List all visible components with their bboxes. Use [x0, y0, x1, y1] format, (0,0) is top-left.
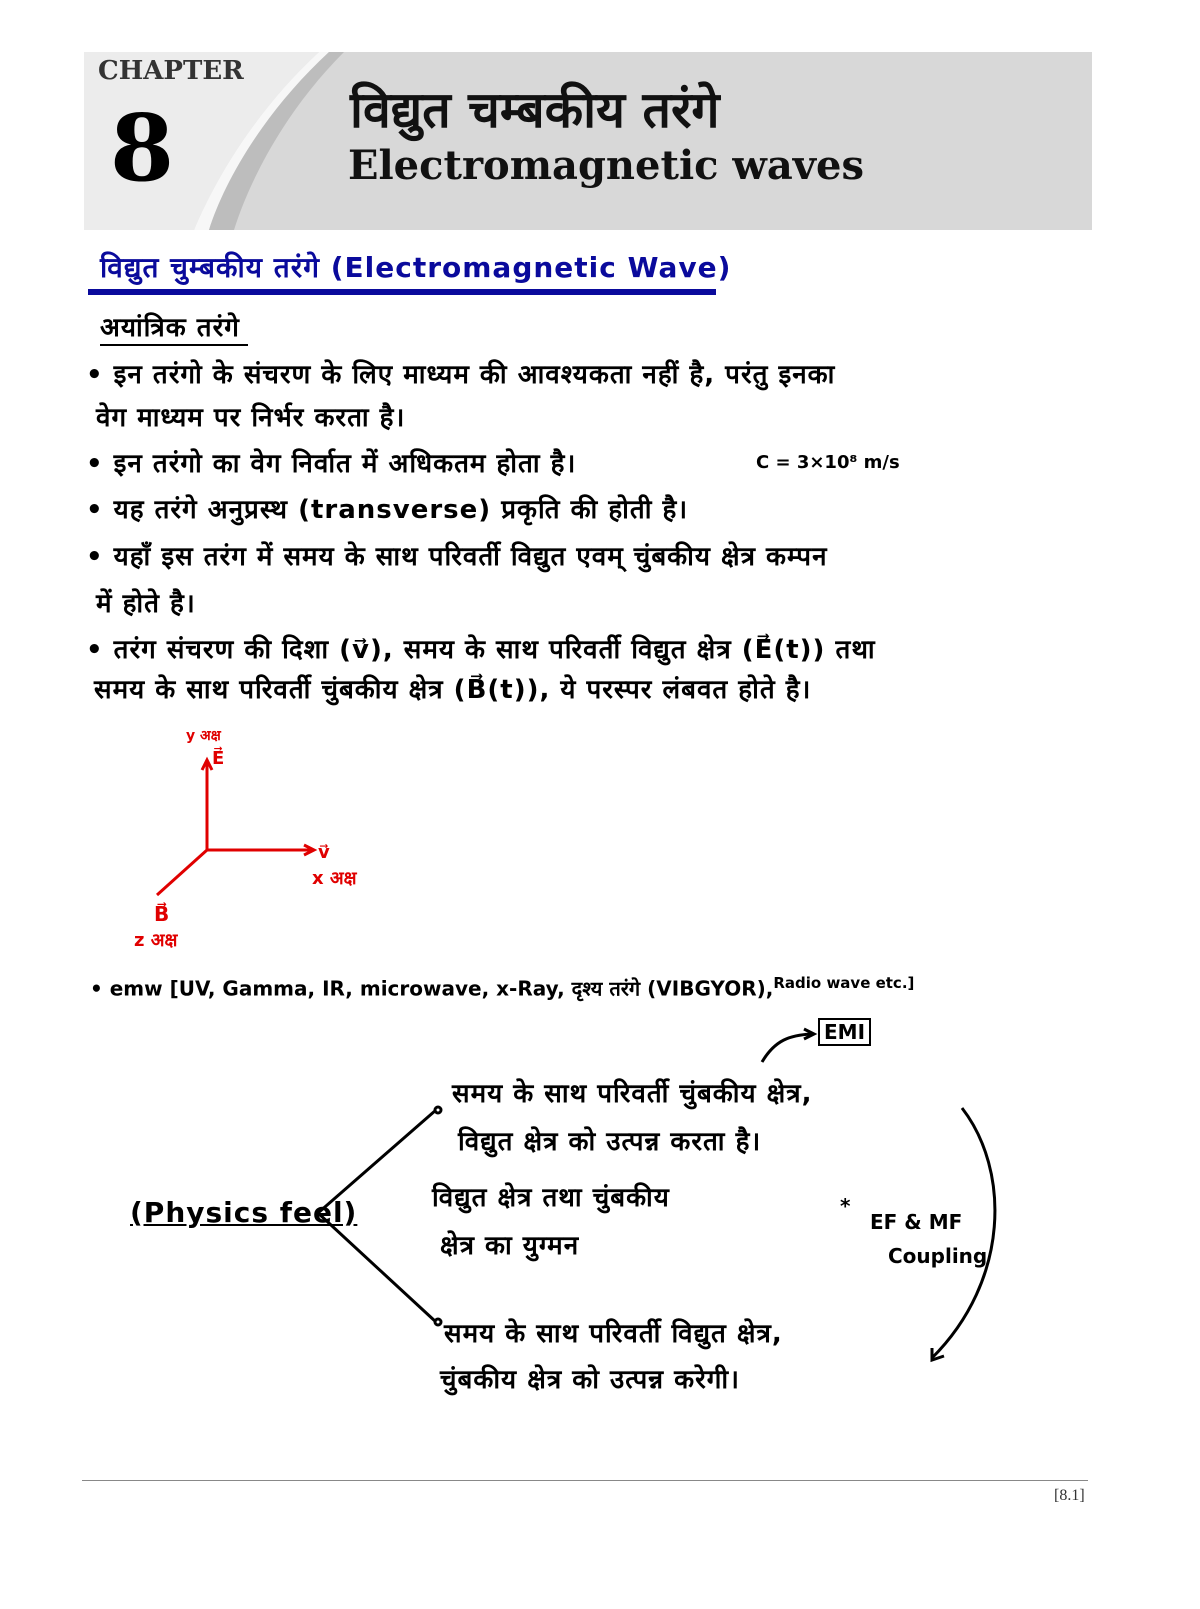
branch-middle-line-1: विद्युत क्षेत्र तथा चुंबकीय: [432, 1183, 670, 1213]
bullet-5-line-1: • तरंग संचरण की दिशा (v⃗), समय के साथ परिवर्ती विद्युत क्षेत्र (E⃗(t)) तथा: [86, 635, 876, 665]
emi-box: EMI: [818, 1018, 871, 1046]
coupling-line-1: EF & MF: [870, 1210, 963, 1234]
chapter-number: 8: [110, 94, 175, 202]
bullet-1-line-1: • इन तरंगो के संचरण के लिए माध्यम की आवश्यकता नहीं है, परंतु इनका: [86, 360, 836, 390]
b-field-label: B⃗: [154, 902, 170, 926]
e-field-label: E⃗: [212, 748, 225, 769]
coupling-line-2: Coupling: [888, 1244, 988, 1268]
speed-of-light-formula: C = 3×10⁸ m/s: [756, 452, 900, 473]
emw-examples-text: • emw [UV, Gamma, IR, microwave, x-Ray, दृश्य तरंगे (VIBGYOR),: [90, 976, 774, 1001]
footer-divider: [82, 1480, 1088, 1481]
section-heading: विद्युत चुम्बकीय तरंगे (Electromagnetic Wave): [100, 251, 732, 284]
bullet-5-line-2: समय के साथ परिवर्ती चुंबकीय क्षेत्र (B⃗(t)), ये परस्पर लंबवत होते है।: [94, 675, 812, 705]
z-axis-label: z अक्ष: [134, 930, 178, 951]
bullet-4-line-2: में होते है।: [96, 589, 196, 619]
page-number: [8.1]: [1054, 1487, 1085, 1504]
velocity-label: v⃗: [318, 842, 330, 863]
bullet-3-line-1: • यह तरंगे अनुप्रस्थ (transverse) प्रकृति की होती है।: [86, 495, 689, 525]
emw-examples-super: Radio wave etc.]: [773, 974, 915, 992]
heading-underline: [88, 289, 716, 295]
title-english: Electromagnetic waves: [348, 142, 864, 189]
emw-examples: [90, 974, 914, 1002]
bullet-1-line-2: वेग माध्यम पर निर्भर करता है।: [96, 403, 406, 433]
bullet-2-line-1: • इन तरंगो का वेग निर्वात में अधिकतम होता है।: [86, 449, 577, 479]
branch-bottom-line-2: चुंबकीय क्षेत्र को उत्पन्न करेगी।: [440, 1365, 740, 1395]
branch-top-line-2: विद्युत क्षेत्र को उत्पन्न करता है।: [458, 1127, 762, 1157]
tree-root: [130, 1196, 357, 1229]
x-axis-label: x अक्ष: [312, 868, 357, 889]
bullet-4-line-1: • यहाँ इस तरंग में समय के साथ परिवर्ती विद्युत एवम् चुंबकीय क्षेत्र कम्पन: [86, 542, 828, 572]
branch-middle-line-2: क्षेत्र का युग्मन: [440, 1231, 580, 1261]
branch-top-line-1: समय के साथ परिवर्ती चुंबकीय क्षेत्र,: [452, 1079, 813, 1109]
z-axis-line: [157, 850, 207, 895]
branch-bottom-line-1: समय के साथ परिवर्ती विद्युत क्षेत्र,: [444, 1319, 783, 1349]
chapter-label: CHAPTER: [98, 56, 244, 86]
y-axis-label: y अक्ष: [186, 728, 221, 744]
subheading: अयांत्रिक तरंगे: [100, 308, 248, 346]
em-axes-diagram: [140, 740, 380, 960]
coupling-star: *: [840, 1194, 851, 1218]
tree-root-text: (Physics feel): [130, 1196, 358, 1229]
title-hindi: विद्युत चम्बकीय तरंगे: [350, 81, 720, 139]
